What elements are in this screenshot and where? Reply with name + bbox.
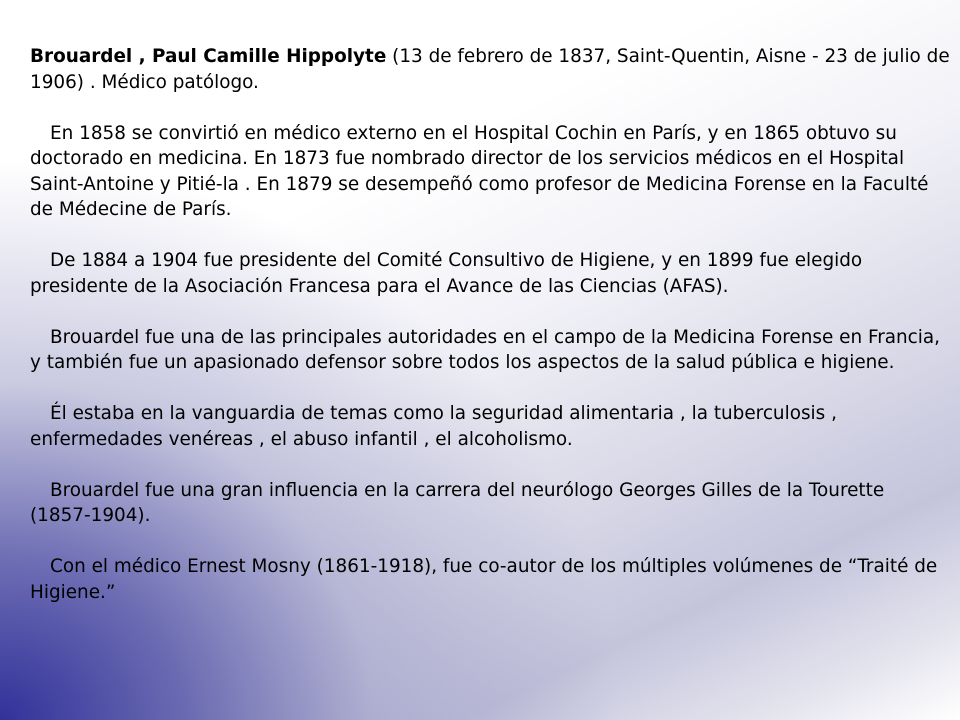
paragraph-authority: Brouardel fue una de las principales autoridades en el campo de la Medicina Forense en Francia, y también fue un apasionado defensor sobre todos los aspectos de la salud pública e higiene. <box>30 326 941 373</box>
intro-details: (13 de febrero de 1837, Saint-Quentin, Aisne - 23 de julio de 1906) . Médico patólogo. <box>30 46 950 93</box>
biography-text <box>30 44 950 631</box>
paragraph-career: En 1858 se convirtió en médico externo en el Hospital Cochin en París, y en 1865 obtuvo su doctorado en medicina. En 1873 fue nombrado director de los servicios médicos en el Hospital Saint-Antoine y Pitié-la . En 1879 se desempeñó como profesor de Medicina Forense en la Faculté de Médecine de París. <box>30 122 929 220</box>
paragraph-coauthor: Con el médico Ernest Mosny (1861-1918), fue co-autor de los múltiples volúmenes de “Traité de Higiene.” <box>30 556 938 603</box>
intro-paragraph <box>30 44 950 95</box>
paragraph-topics: Él estaba en la vanguardia de temas como la seguridad alimentaria , la tuberculosis , enfermedades venéreas , el abuso infantil , el alcoholismo. <box>30 403 837 450</box>
paragraph-influence: Brouardel fue una gran influencia en la carrera del neurólogo Georges Gilles de la Tourette (1857-1904). <box>30 479 885 526</box>
paragraph-presidency: De 1884 a 1904 fue presidente del Comité Consultivo de Higiene, y en 1899 fue elegido presidente de la Asociación Francesa para el Avance de las Ciencias (AFAS). <box>30 250 863 297</box>
person-name: Brouardel , Paul Camille Hippolyte <box>30 46 387 67</box>
